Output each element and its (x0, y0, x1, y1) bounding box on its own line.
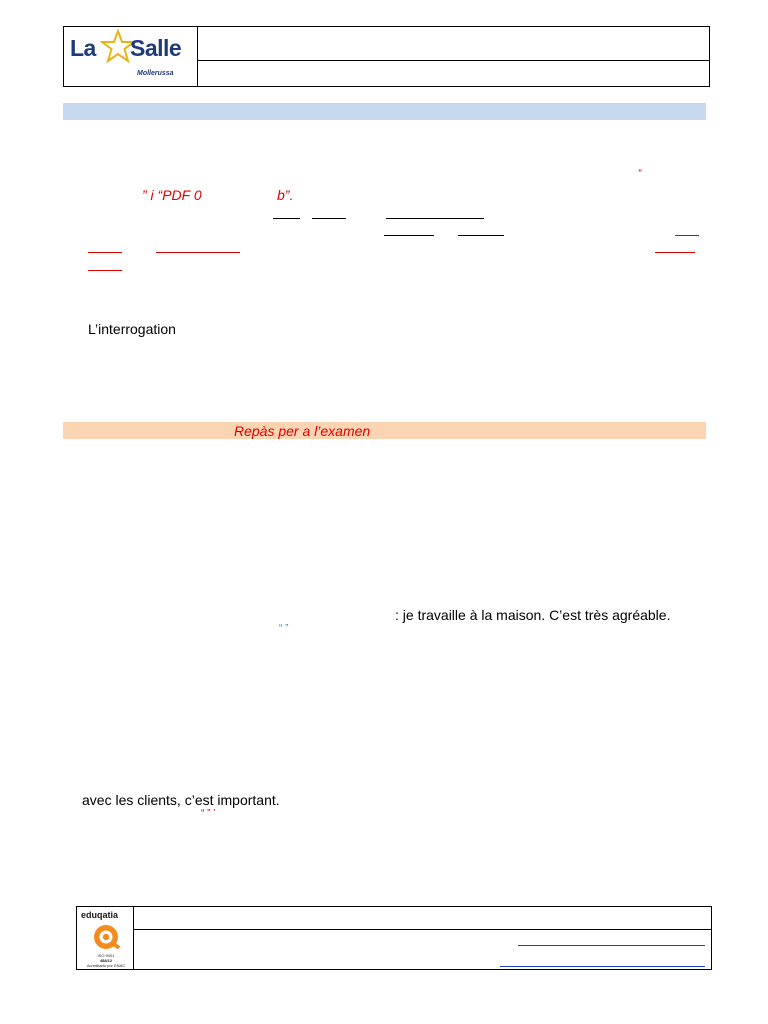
blank-underline (312, 218, 346, 219)
certification-logo (76, 906, 134, 970)
iso-line-2: 488/12 (99, 958, 113, 963)
pdf-reference-end: b”. (277, 187, 294, 203)
footer-divider (134, 929, 711, 930)
blank-underline-red (655, 252, 695, 253)
certification-brand: eduqatia (81, 910, 119, 920)
blank-underline-red (88, 252, 122, 253)
iso-line-3: Acreditado por ENAC (86, 963, 126, 968)
open-quote-red: “ (638, 168, 642, 179)
pdf-reference: ” i “PDF 0 (142, 187, 202, 203)
blank-underline-red (675, 235, 699, 236)
logo-word-left: La (70, 35, 96, 61)
blank-underline (458, 235, 504, 236)
blank-underline-red (156, 252, 240, 253)
footer-link-email[interactable] (518, 945, 705, 946)
quality-q-icon (86, 922, 126, 952)
blank-underline (273, 218, 300, 219)
blank-underline (386, 218, 484, 219)
section-bar-orange (63, 422, 706, 439)
sentence-maison: : je travaille à la maison. C’est très agréable. (395, 607, 671, 623)
section-bar-blue (63, 103, 706, 120)
iso-line-1: ISO 9001 (97, 953, 115, 958)
header-divider (198, 60, 709, 61)
logo-word-right: Salle (130, 35, 182, 61)
footer-info-box (133, 906, 712, 970)
quote-marks-blue: “ ” (279, 623, 289, 634)
sentence-clients: avec les clients, c’est important. (82, 792, 280, 808)
header-info-box (197, 26, 710, 87)
blank-underline-red (88, 270, 122, 271)
school-logo (63, 26, 198, 87)
interrogation-label: L’interrogation (88, 321, 176, 337)
footer-link-website[interactable] (500, 966, 705, 967)
section-title-review: Repàs per a l’examen (234, 423, 371, 439)
quote-marks-red: “ ” ’ (201, 808, 216, 819)
logo-subtitle: Mollerussa (137, 70, 174, 77)
blank-underline (384, 235, 434, 236)
